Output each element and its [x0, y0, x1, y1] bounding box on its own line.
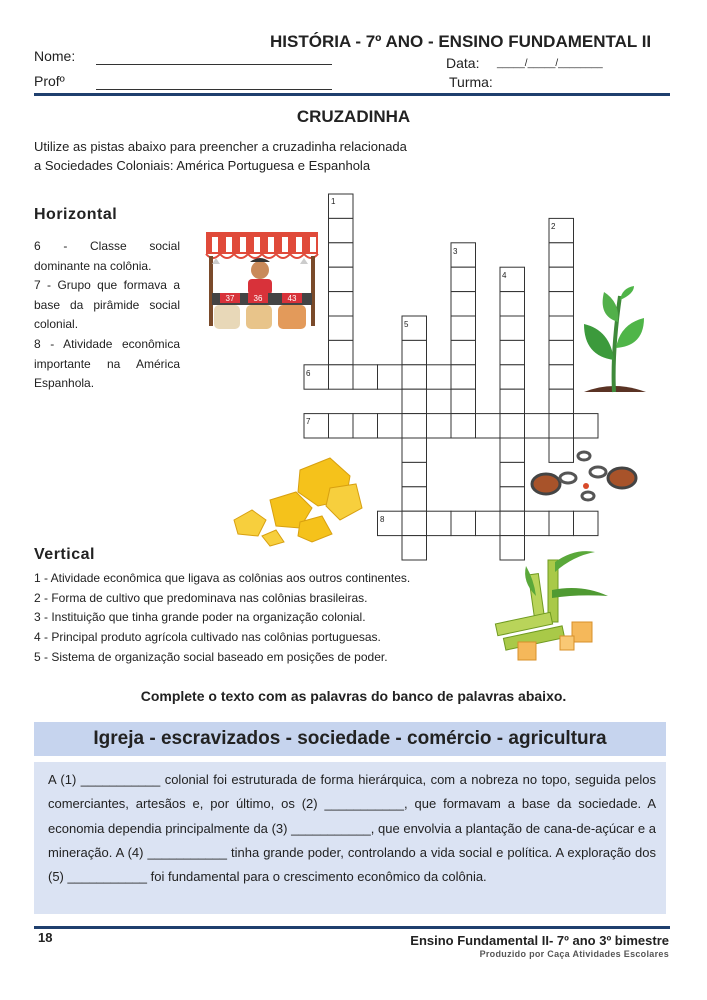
clue-number-3: 3	[453, 247, 458, 256]
horizontal-heading: Horizontal	[34, 206, 118, 223]
crossword-cell[interactable]	[402, 365, 427, 389]
crossword-cell[interactable]	[402, 389, 427, 413]
page-number: 18	[38, 930, 53, 945]
teacher-label: Profº	[34, 73, 65, 89]
horizontal-clue-6: 6 - Classe social dominante na colônia.	[34, 239, 180, 273]
crossword-cell[interactable]	[500, 316, 525, 340]
vertical-clue-1: 1 - Atividade econômica que ligava as colônias aos outros continentes.	[34, 571, 411, 585]
crossword-cell[interactable]	[402, 487, 427, 511]
activity-title: CRUZADINHA	[296, 107, 411, 126]
vertical-clue-5: 5 - Sistema de organização social baseado em posições de poder.	[34, 650, 388, 664]
crossword-cell[interactable]	[500, 292, 525, 316]
crossword-cell[interactable]	[500, 414, 525, 438]
crossword-cell[interactable]	[549, 511, 574, 535]
clue-number-5: 5	[404, 320, 409, 329]
crossword-cell[interactable]	[402, 438, 427, 462]
crossword-cell[interactable]	[525, 511, 550, 535]
crossword-cell[interactable]	[402, 536, 427, 560]
crossword-cell[interactable]	[451, 511, 476, 535]
fill-text-box	[34, 762, 666, 914]
crossword-cell[interactable]	[329, 340, 354, 364]
crossword-cell[interactable]	[549, 243, 574, 267]
crossword-cell[interactable]	[329, 414, 354, 438]
vertical-heading: Vertical	[34, 546, 95, 563]
crossword-cell[interactable]	[427, 511, 452, 535]
crossword-cell[interactable]	[525, 414, 550, 438]
fill-text[interactable]: A (1) ___________ colonial foi estruturada de forma hierárquica, com a nobreza no topo, seguida pelos comerciantes, artesãos e, por último, os (2) ___________, que formavam a base da sociedade. A economia dependia principalmente da (3) ___________, que envolvia a plantação de cana-de-açúcar e a mineração. A (4) ___________ tinha grande poder, controlando a vida social e política. A exploração dos (5) ___________ foi fundamental para o crescimento econômico da colônia.	[48, 772, 656, 885]
crossword-cell[interactable]	[549, 414, 574, 438]
clue-number-1: 1	[331, 197, 336, 206]
crossword-cell[interactable]	[549, 316, 574, 340]
crossword-cell[interactable]	[451, 340, 476, 364]
crossword-cell[interactable]	[402, 462, 427, 486]
gold-nuggets-icon	[234, 458, 362, 546]
footer-credit: Produzido por Caça Atividades Escolares	[479, 949, 669, 959]
crossword-cell[interactable]	[378, 414, 403, 438]
name-label: Nome:	[34, 48, 76, 64]
vertical-clue-4: 4 - Principal produto agrícola cultivado nas colônias portuguesas.	[34, 630, 381, 644]
date-blanks[interactable]: _____/_____/________	[497, 58, 603, 69]
price-tag-1: 37	[225, 294, 235, 303]
crossword-cell[interactable]	[500, 340, 525, 364]
footer-rule	[34, 926, 670, 929]
date-label: Data:	[446, 55, 480, 71]
crossword-cell[interactable]	[329, 316, 354, 340]
crossword-cell[interactable]	[329, 243, 354, 267]
crossword-cell[interactable]	[549, 365, 574, 389]
crossword-cell[interactable]	[329, 267, 354, 291]
crossword-cell[interactable]	[427, 414, 452, 438]
crossword-cell[interactable]	[549, 389, 574, 413]
plant-sprout-icon	[584, 286, 646, 392]
clue-number-6: 6	[306, 369, 311, 378]
complete-instruction: Complete o texto com as palavras do banco de palavras abaixo.	[140, 688, 567, 704]
price-tag-3: 43	[287, 294, 297, 303]
crossword-cell[interactable]	[427, 365, 452, 389]
clue-number-7: 7	[306, 417, 311, 426]
crossword-cell[interactable]	[500, 365, 525, 389]
crossword-cell[interactable]	[549, 340, 574, 364]
crossword-cell[interactable]	[329, 218, 354, 242]
crossword-cell[interactable]	[451, 316, 476, 340]
broken-chains-icon	[532, 452, 636, 500]
clue-number-2: 2	[551, 222, 556, 231]
footer-series: Ensino Fundamental II- 7º ano 3º bimestre	[410, 933, 669, 948]
class-label: Turma:	[449, 74, 493, 90]
crossword-cell[interactable]	[549, 267, 574, 291]
crossword-cell[interactable]	[402, 340, 427, 364]
horizontal-clue-7: 7 - Grupo que formava a base da pirâmide social colonial.	[34, 278, 180, 331]
crossword-cell[interactable]	[451, 292, 476, 316]
crossword-cell[interactable]	[451, 365, 476, 389]
crossword-cell[interactable]	[353, 414, 378, 438]
market-stall-icon	[206, 232, 318, 329]
crossword-cell[interactable]	[500, 487, 525, 511]
crossword-cell[interactable]	[500, 536, 525, 560]
crossword-cell[interactable]	[549, 438, 574, 462]
crossword-cell[interactable]	[476, 414, 501, 438]
crossword-cell[interactable]	[500, 389, 525, 413]
horizontal-clue-8: 8 - Atividade econômica importante na América Espanhola.	[34, 337, 180, 390]
word-bank	[34, 722, 666, 756]
crossword-cell[interactable]	[451, 414, 476, 438]
crossword-cell[interactable]	[451, 389, 476, 413]
crossword-cell[interactable]	[329, 292, 354, 316]
crossword-cell[interactable]	[378, 365, 403, 389]
page-title: HISTÓRIA - 7º ANO - ENSINO FUNDAMENTAL II	[270, 32, 652, 51]
crossword-cell[interactable]	[353, 365, 378, 389]
vertical-clue-2: 2 - Forma de cultivo que predominava nas colônias brasileiras.	[34, 591, 368, 605]
crossword-cell[interactable]	[402, 414, 427, 438]
crossword-cell[interactable]	[451, 267, 476, 291]
clue-number-8: 8	[380, 515, 385, 524]
crossword-cell[interactable]	[574, 414, 599, 438]
instructions-line-2: a Sociedades Coloniais: América Portuguesa e Espanhola	[34, 158, 371, 173]
crossword-cell[interactable]	[500, 438, 525, 462]
crossword-cell[interactable]	[549, 292, 574, 316]
price-tag-2: 36	[253, 294, 263, 303]
crossword-cell[interactable]	[329, 365, 354, 389]
word-bank-text: Igreja - escravizados - sociedade - comércio - agricultura	[93, 728, 607, 749]
instructions-line-1: Utilize as pistas abaixo para preencher a cruzadinha relacionada	[34, 139, 407, 154]
vertical-clue-3: 3 - Instituição que tinha grande poder na organização colonial.	[34, 610, 366, 624]
clue-number-4: 4	[502, 271, 507, 280]
crossword-cell[interactable]	[500, 462, 525, 486]
crossword-cell[interactable]	[402, 511, 427, 535]
crossword-cell[interactable]	[574, 511, 599, 535]
crossword-cell[interactable]	[476, 511, 501, 535]
crossword-cell[interactable]	[500, 511, 525, 535]
sugarcane-icon	[495, 551, 608, 660]
